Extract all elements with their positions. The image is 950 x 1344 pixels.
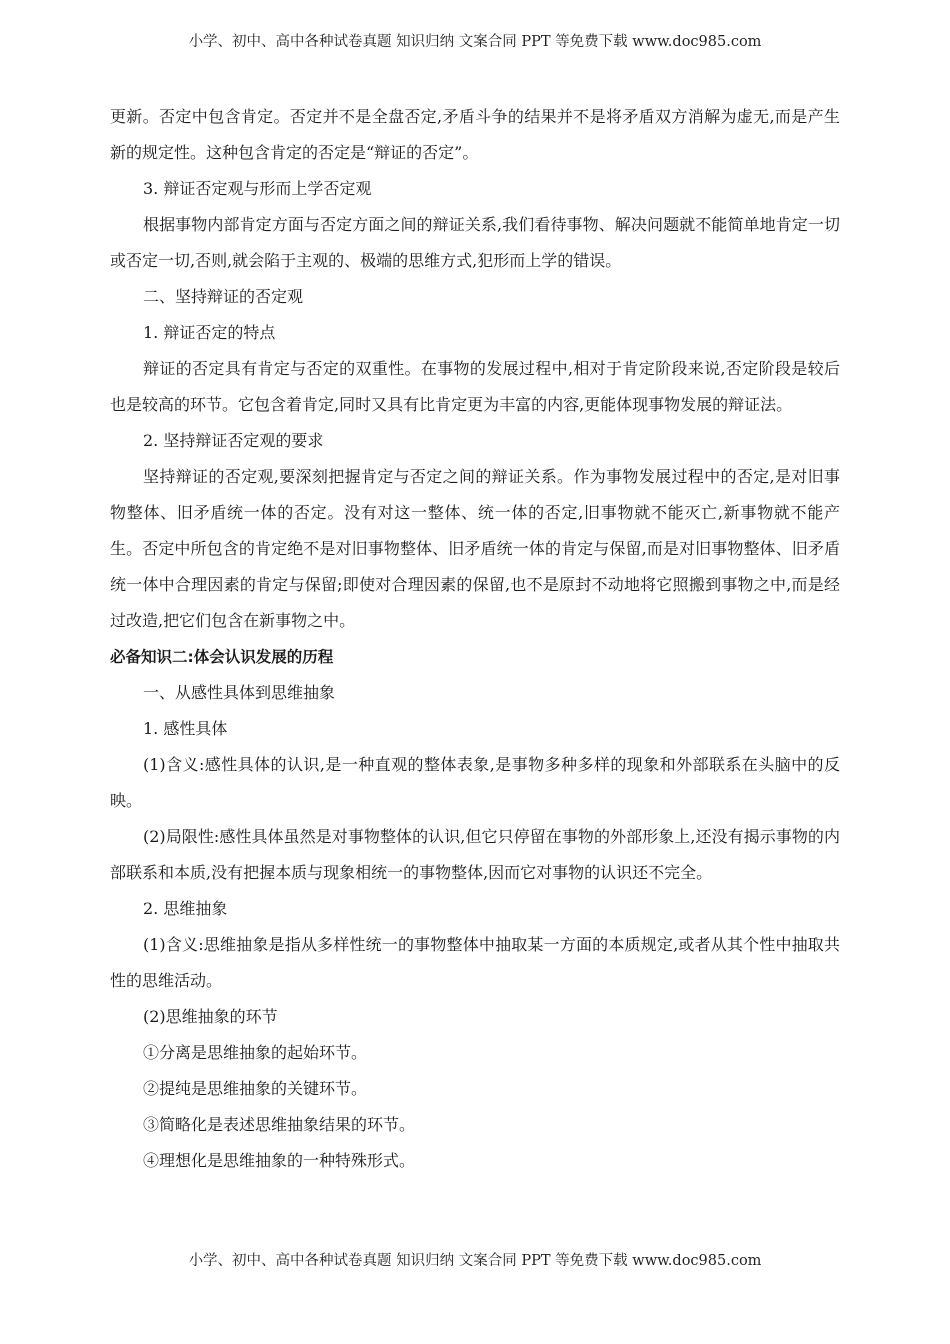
paragraph: (2)局限性:感性具体虽然是对事物整体的认识,但它只停留在事物的外部形象上,还没有揭示事物的内部联系和本质,没有把握本质与现象相统一的事物整体,因而它对事物的认识还不完全。 <box>110 827 840 882</box>
list-item: ④理想化是思维抽象的一种特殊形式。 <box>143 1151 416 1170</box>
document-body <box>110 99 840 1179</box>
list-item: ①分离是思维抽象的起始环节。 <box>143 1043 368 1062</box>
list-item: ②提纯是思维抽象的关键环节。 <box>143 1079 368 1098</box>
paragraph-continuation: 更新。否定中包含肯定。否定并不是全盘否定,矛盾斗争的结果并不是将矛盾双方消解为虚无,而是产生新的规定性。这种包含肯定的否定是“辩证的否定”。 <box>110 107 840 162</box>
subheading-1: 1. 感性具体 <box>143 719 228 738</box>
list-heading: (2)思维抽象的环节 <box>143 1007 278 1026</box>
page-footer: 小学、初中、高中各种试卷真题 知识归纳 文案合同 PPT 等免费下载 www.doc985.com <box>188 1253 762 1269</box>
paragraph: (1)含义:感性具体的认识,是一种直观的整体表象,是事物多种多样的现象和外部联系在头脑中的反映。 <box>110 755 840 810</box>
paragraph: (1)含义:思维抽象是指从多样性统一的事物整体中抽取某一方面的本质规定,或者从其个性中抽取共性的思维活动。 <box>110 935 840 990</box>
knowledge-heading: 必备知识二:体会认识发展的历程 <box>110 648 334 666</box>
page-header: 小学、初中、高中各种试卷真题 知识归纳 文案合同 PPT 等免费下载 www.doc985.com <box>188 34 762 50</box>
list-item: ③简略化是表述思维抽象结果的环节。 <box>143 1115 416 1134</box>
subheading-1: 1. 辩证否定的特点 <box>143 323 276 342</box>
subheading-2: 2. 思维抽象 <box>143 899 228 918</box>
section-heading: 二、坚持辩证的否定观 <box>143 287 304 306</box>
paragraph: 坚持辩证的否定观,要深刻把握肯定与否定之间的辩证关系。作为事物发展过程中的否定,是对旧事物整体、旧矛盾统一体的否定。没有对这一整体、统一体的否定,旧事物就不能灭亡,新事物就不能产生。否定中所包含的肯定绝不是对旧事物整体、旧矛盾统一体的肯定与保留,而是对旧事物整体、旧矛盾统一体中合理因素的肯定与保留;即使对合理因素的保留,也不是原封不动地将它照搬到事物之中,而是经过改造,把它们包含在新事物之中。 <box>110 467 840 630</box>
paragraph: 根据事物内部肯定方面与否定方面之间的辩证关系,我们看待事物、解决问题就不能简单地肯定一切或否定一切,否则,就会陷于主观的、极端的思维方式,犯形而上学的错误。 <box>110 215 840 270</box>
paragraph: 辩证的否定具有肯定与否定的双重性。在事物的发展过程中,相对于肯定阶段来说,否定阶段是较后也是较高的环节。它包含着肯定,同时又具有比肯定更为丰富的内容,更能体现事物发展的辩证法。 <box>110 359 840 414</box>
subheading-3: 3. 辩证否定观与形而上学否定观 <box>143 179 372 198</box>
subheading-2: 2. 坚持辩证否定观的要求 <box>143 431 324 450</box>
section-heading: 一、从感性具体到思维抽象 <box>143 683 336 702</box>
